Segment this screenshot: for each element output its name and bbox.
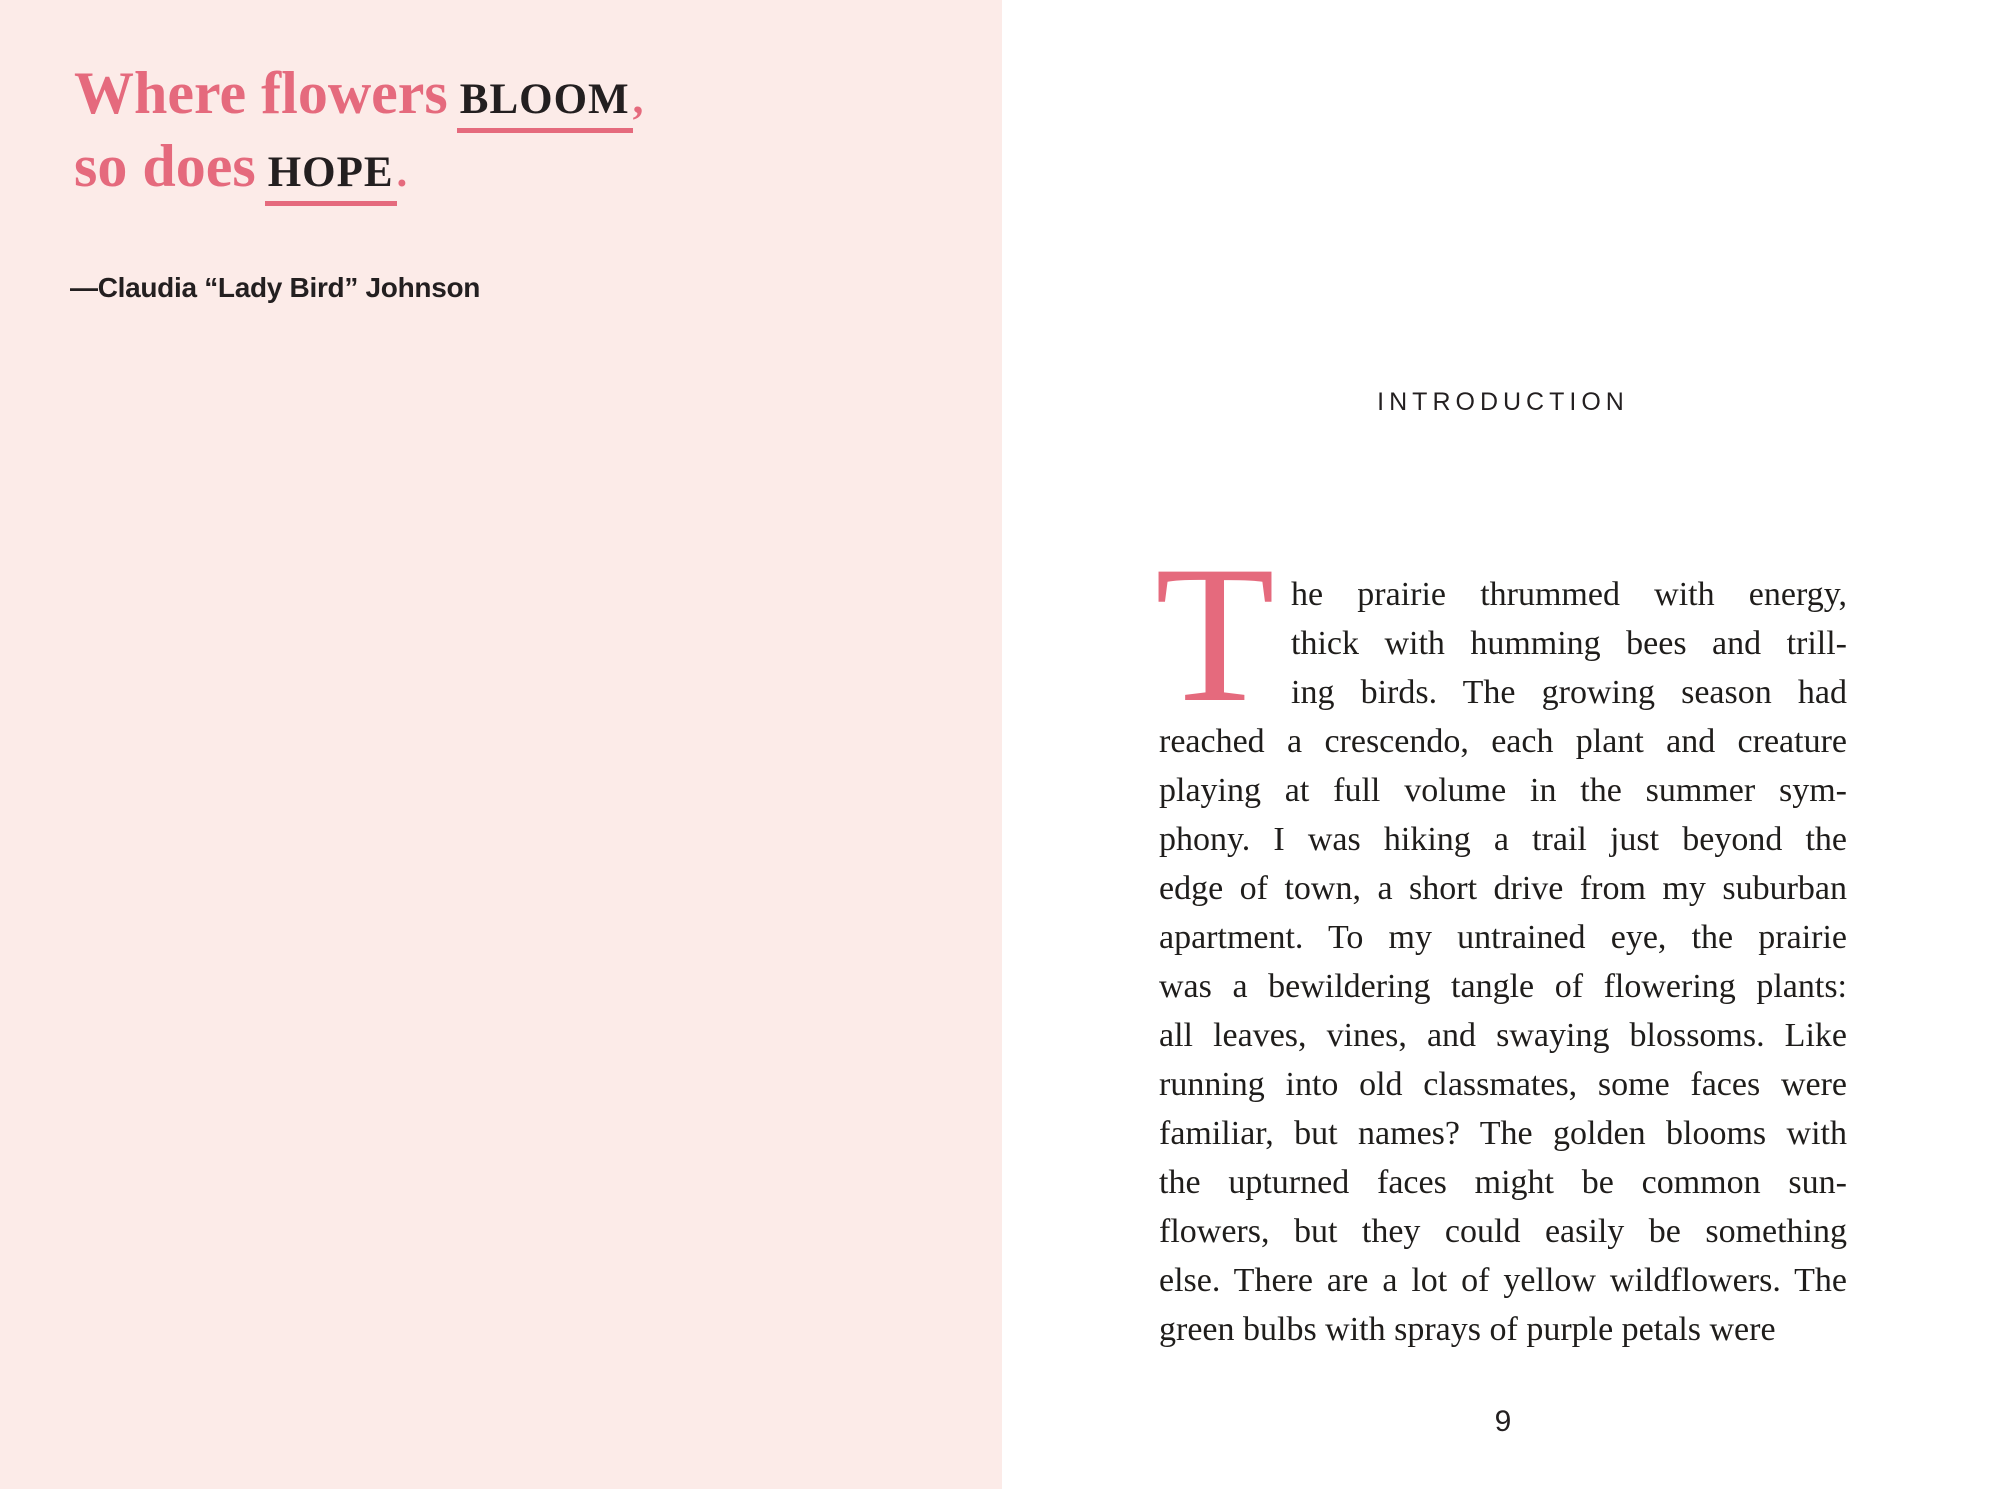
paragraph-line: flowers, but they could easily be something [1159,1213,1847,1250]
quote-highlight-hope: HOPE [265,151,397,206]
paragraph-line: thick with humming bees and trill- [1291,625,1847,662]
paragraph-line: all leaves, vines, and swaying blossoms. Like [1159,1017,1847,1054]
quote-punctuation-1: , [632,76,644,123]
paragraph-line: apartment. To my untrained eye, the prairie [1159,919,1847,956]
quote-punctuation-2: . [396,149,408,196]
paragraph-line: edge of town, a short drive from my suburban [1159,870,1847,907]
paragraph-line: was a bewildering tangle of flowering plants: [1159,968,1847,1005]
quote-attribution: —Claudia “Lady Bird” Johnson [70,272,481,303]
body-text-block [1155,526,1847,1354]
quote-text-1: Where flowers [74,60,448,126]
paragraph-line: else. There are a lot of yellow wildflowers. The [1159,1262,1847,1299]
paragraph-line: familiar, but names? The golden blooms with [1159,1115,1847,1152]
page-number: 9 [1494,1405,1512,1438]
pull-quote [74,60,643,206]
paragraph-line: the upturned faces might be common sun- [1159,1164,1847,1201]
paragraph-line: reached a crescendo, each plant and creature [1159,723,1847,760]
paragraph-line: playing at full volume in the summer sym- [1159,772,1847,809]
paragraph-line: phony. I was hiking a trail just beyond the [1159,821,1847,858]
drop-cap: T [1155,526,1275,743]
paragraph-line: he prairie thrummed with energy, [1291,576,1847,613]
chapter-heading: INTRODUCTION [1377,388,1629,416]
right-page [1002,0,2000,1489]
quote-line-1 [74,60,643,133]
quote-highlight-bloom: BLOOM [457,78,633,133]
quote-text-2: so does [74,133,256,199]
paragraph-line: running into old classmates, some faces were [1159,1066,1847,1103]
paragraph-line: ing birds. The growing season had [1291,674,1847,711]
quote-line-2 [74,133,643,206]
paragraph-line: green bulbs with sprays of purple petals were [1159,1311,1776,1348]
